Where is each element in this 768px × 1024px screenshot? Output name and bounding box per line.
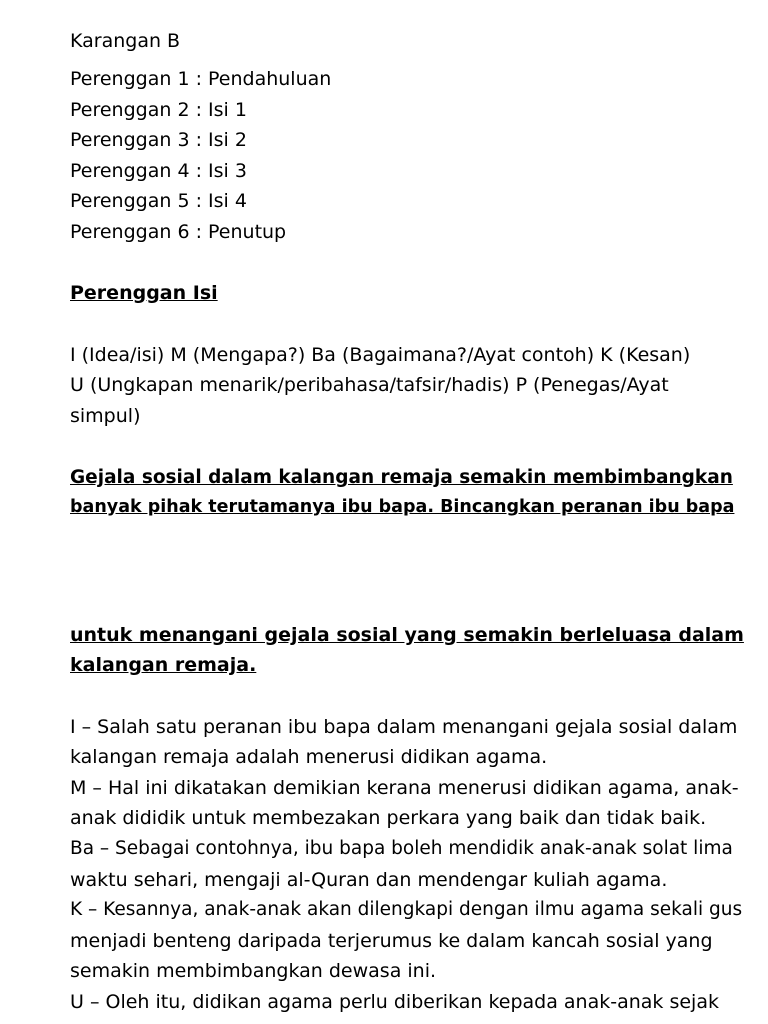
outline-item: Perenggan 3 : Isi 2: [70, 129, 247, 151]
document-title: Karangan B: [70, 30, 181, 52]
outline-item: Perenggan 2 : Isi 1: [70, 99, 247, 121]
legend-line: simpul): [70, 405, 141, 427]
outline-item: Perenggan 4 : Isi 3: [70, 160, 247, 182]
outline-item: Perenggan 1 : Pendahuluan: [70, 68, 332, 90]
body-line: kalangan remaja adalah menerusi didikan agama.: [70, 746, 548, 768]
body-line: U – Oleh itu, didikan agama perlu diberikan kepada anak-anak sejak: [70, 991, 719, 1013]
outline-item: Perenggan 6 : Penutup: [70, 221, 287, 243]
question-line: kalangan remaja.: [70, 654, 257, 676]
legend-line: I (Idea/isi) M (Mengapa?) Ba (Bagaimana?/Ayat contoh) K (Kesan): [70, 344, 691, 366]
body-line: waktu sehari, mengaji al-Quran dan mendengar kuliah agama.: [70, 869, 668, 891]
body-line: M – Hal ini dikatakan demikian kerana menerusi didikan agama, anak-: [70, 777, 739, 799]
question-line: banyak pihak terutamanya ibu bapa. Bincangkan peranan ibu bapa: [70, 497, 735, 517]
body-line: I – Salah satu peranan ibu bapa dalam menangani gejala sosial dalam: [70, 716, 738, 738]
body-line: anak dididik untuk membezakan perkara yang baik dan tidak baik.: [70, 807, 707, 829]
body-line: Ba – Sebagai contohnya, ibu bapa boleh mendidik anak-anak solat lima: [70, 838, 733, 859]
body-line: menjadi benteng daripada terjerumus ke dalam kancah sosial yang: [70, 930, 713, 952]
body-line: K – Kesannya, anak-anak akan dilengkapi dengan ilmu agama sekali gus: [70, 899, 743, 920]
outline-item: Perenggan 5 : Isi 4: [70, 190, 247, 212]
section-heading: Perenggan Isi: [70, 282, 218, 304]
question-line: Gejala sosial dalam kalangan remaja semakin membimbangkan: [70, 467, 733, 488]
question-line: untuk menangani gejala sosial yang semakin berleluasa dalam: [70, 624, 744, 646]
body-line: semakin membimbangkan dewasa ini.: [70, 960, 437, 982]
legend-line: U (Ungkapan menarik/peribahasa/tafsir/hadis) P (Penegas/Ayat: [70, 374, 669, 396]
